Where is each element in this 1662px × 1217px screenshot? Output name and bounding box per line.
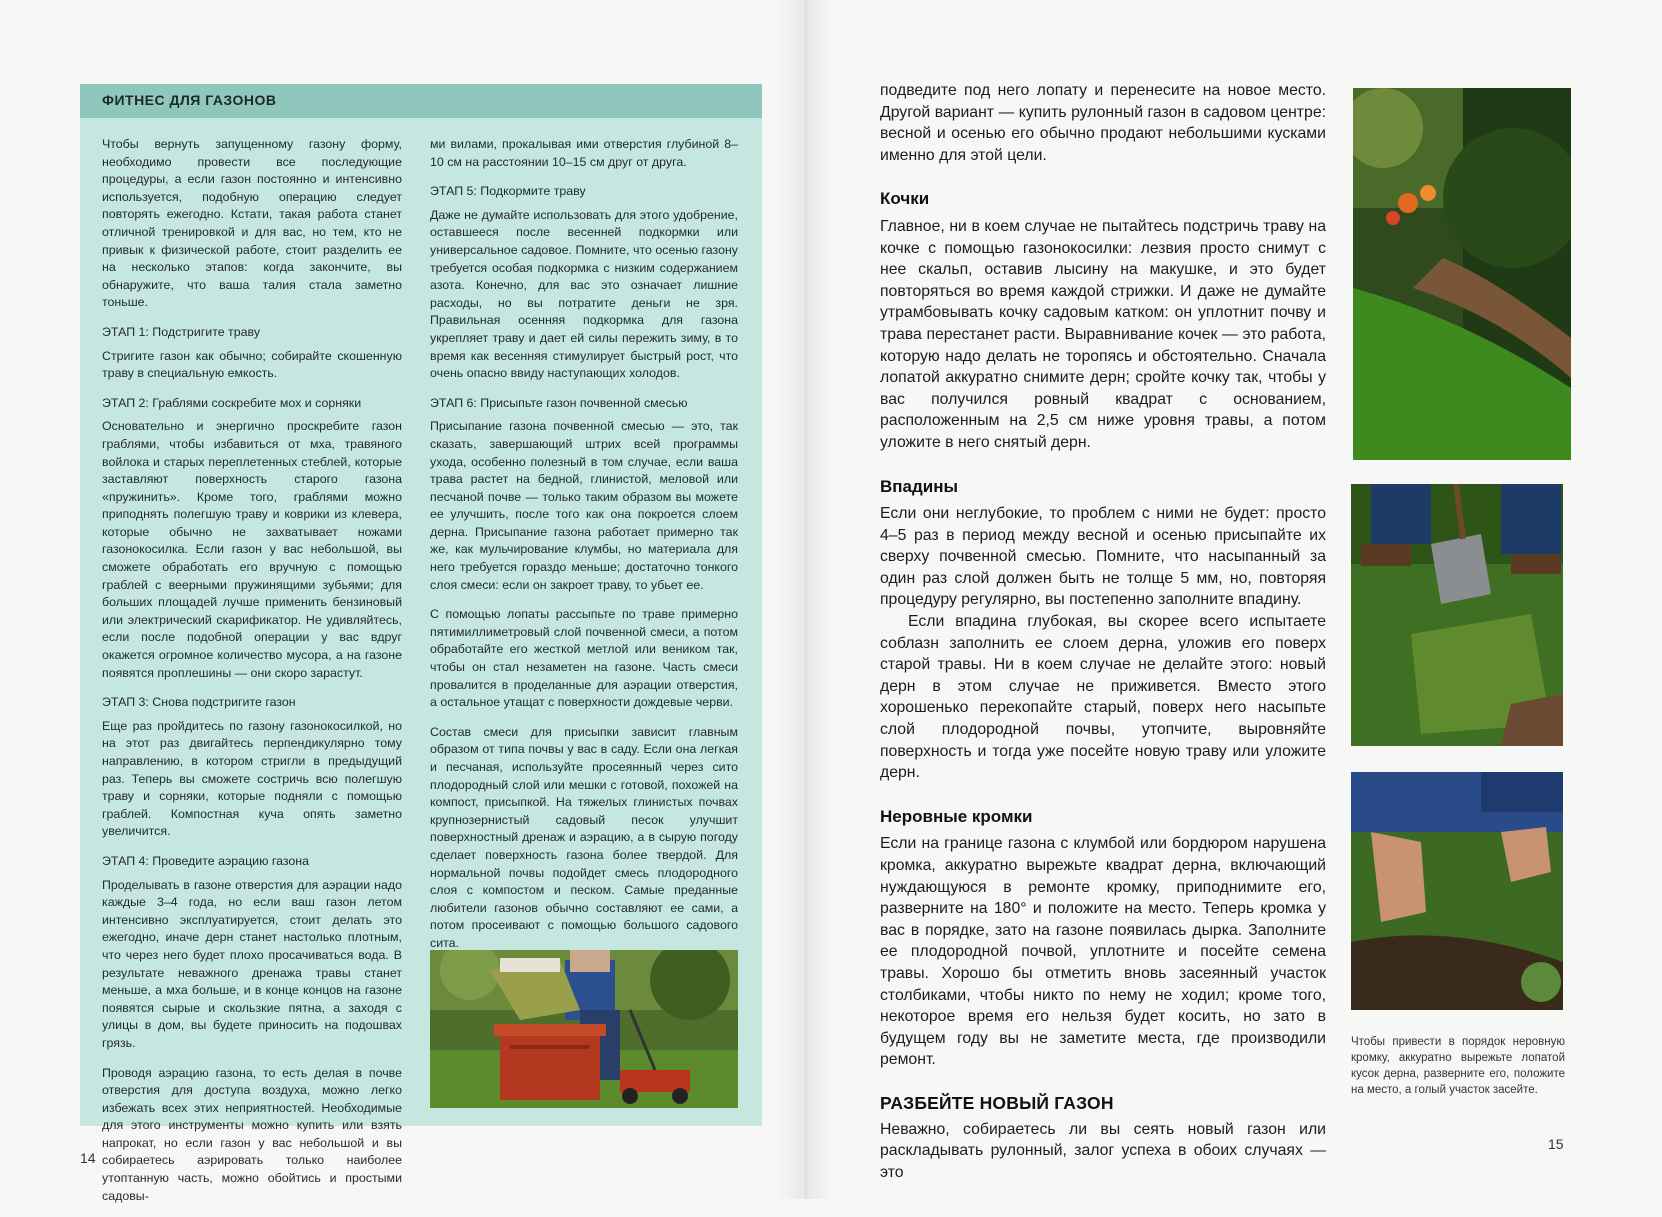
- intro-paragraph-right: подведите под него лопату и перенесите на новое место. Другой вариант — купить рулонный газон в садовом центре: весной и осенью его обычно продают небольшими кусками именно для этой цели.: [880, 82, 1326, 164]
- book-gutter: [776, 0, 836, 1199]
- heading-vpadiny: Впадины: [880, 476, 959, 496]
- stage-1-title: ЭТАП 1: Подстригите траву: [102, 324, 261, 339]
- stage-2-title: ЭТАП 2: Граблями соскребите мох и сорняки: [102, 395, 362, 410]
- intro-paragraph: Чтобы вернуть запущенному газону форму, необходимо провести все последующие процедуры, а если газон постоянно и интенсивно используется, подобную операцию следует повторять ежегодно. Кстати, такая работа станет отличной тренировкой и для вас, но тем, кто не привык к физической работе, стоит разделить ее на несколько этапов: когда закончите, вы обнаружите, что ваша талия стала заметно тоньше.: [102, 137, 402, 310]
- right-page-text: [880, 80, 1326, 1183]
- stage-3-title: ЭТАП 3: Снова подстригите газон: [102, 695, 296, 710]
- stage-2-text: Основательно и энергично прoскребите газон граблями, чтобы избавиться от мха, травяного войлока и старых переплетенных стеблей, которые заставляют поверхность старого газона «пружинить». Кроме того, граблями можно приподнять полегшую траву и коврики из клевера, которые обычно не захватывает ножами газонокосилка. Если газон у вас небольшой, вы сможете обработать его вручную с помощью граблей с веерными пружинящими зубьями; для больших площадей лучше применить бензиновый или электрический скарификатор. Не удивляйтесь, если после подобной операции у вас вдруг окажется огромное количество мусора, а на газоне появятся проплешины — они скоро зарастут.: [102, 419, 402, 680]
- stage-1-text: Стригите газон как обычно; собирайте скошенную траву в специальную емкость.: [102, 348, 402, 381]
- heading-kochki: Кочки: [880, 189, 930, 209]
- stage-6-text-2: С помощью лопаты рассыпьте по траве примерно пятимиллиметровый слой почвенной смеси, а потом обработайте его жесткой метлой или веником так, чтобы он стал незаметен на газоне. Часть смеси провалится в проделанные для аэрации отверстия, а остальное утащат с поверхности дождевые черви.: [430, 607, 738, 710]
- heading-kromki: Неровные кромки: [880, 806, 1033, 826]
- kochki-paragraph: Главное, ни в коем случае не пытайтесь подстричь траву на кочке с помощью газонокосилки: лезвия просто снимут с нее скальп, оставив лысину на макушке, и это будет повторяться во время каждой стрижки. И даже не думайте утрамбовывать кочку садовым катком: он уплотнит почву и трава перестанет расти. Выравнивание кочек — это работа, которую надо делать не торопясь и обстоятельно. Сначала лопатой аккуратно снимите дерн; сройте кочку так, чтобы у вас получился ровный квадрат с основанием, расположенным на 2,5 см ниже уровня травы, а потом уложите в него снятый дерн.: [880, 217, 1326, 451]
- left-column-1: [102, 136, 402, 1217]
- continued-paragraph: ми вилами, прокалывая ими отверстия глубиной 8–10 см на расстоянии 10–15 см друг от друга.: [430, 137, 738, 169]
- stage-6-title: ЭТАП 6: Присыпьте газон почвенной смесью: [430, 395, 688, 410]
- heading-new-lawn: РАЗБЕЙТЕ НОВЫЙ ГАЗОН: [880, 1092, 1114, 1113]
- vpadiny-paragraph-2: Если впадина глубокая, вы скорее всего испытаете соблазн заполнить ее слоем дерна, уложив его поверх старой травы. Ни в коем случае не делайте этого: новый дерн в этом случае не приживется. Вместо этого хорошенько перекопайте старый, поверх него насыпьте слой плодородной почвы, утопчите, выровняйте поверхность и тогда уже посейте новую траву или уложите дерн.: [880, 613, 1326, 782]
- photo-garden-border: [1353, 88, 1571, 460]
- photo-gardener-compost-bin: [430, 950, 738, 1108]
- kromki-paragraph: Если на границе газона с клумбой или бордюром нарушена кромка, аккуратно вырежьте квадрат дерна, включающий нуждающуюся в ремонте кромку, приподнимите его, разверните на 180° и положите на место. Теперь кромка у вас в порядке, зато на газоне появилась дырка. Заполните ее плодородной почвой, уплотните и посейте семена травы. Хорошо бы отметить вновь засеянный участок столбиками, чтобы никто по нему не ходил; кроме того, некоторое время его нельзя будет косить, но зато в будущем году вы не заметите места, где производили ремонт.: [880, 835, 1326, 1069]
- photo-caption: Чтобы привести в порядок неровную кромку, аккуратно вырежьте лопатой кусок дерна, разверните его, положите на место, а голый участок засейте.: [1351, 1036, 1565, 1096]
- stage-5-text: Даже не думайте использовать для этого удобрение, оставшееся после весенней подкормки или универсальное садовое. Помните, что осенью газону требуется особая подкормка с низким содержанием азота. Конечно, для вас это означает лишние расходы, но вы потратите деньги не зря. Правильная осенняя подкормка для газона укрепляет траву и дает ей силы пережить зиму, в то время как весенняя стимулирует быстрый рост, что очень опасно ввиду наступающих холодов.: [430, 207, 738, 381]
- stage-4-title: ЭТАП 4: Проведите аэрацию газона: [102, 853, 309, 868]
- stage-4-text: Проделывать в газоне отверстия для аэрации надо каждые 3–4 года, но если ваш газон летом интенсивно эксплуатируется, стоит делать это ежегодно, иначе дерн станет настолько плотным, что через него будет плохо просачиваться вода. В результате неважного дренажа травы станет меньше, а мха больше, и в конце концов на газоне появятся сырые и скользкие пятна, а заходя с улицы в дом, вы будете приносить на подошвах грязь.: [102, 877, 402, 1050]
- page-number-left: 14: [80, 1150, 96, 1166]
- stage-6-text: Присыпание газона почвенной смесью — это, так сказать, завершающий штрих всей программы ухода, особенно полезный в том случае, если ваша трава растет на бедной, глинистой, меловой или песчаной почве — только таким образом вы можете ее улучшить, после того как она покроется слоем дерна. Присыпание газона работает примерно так же, как мульчирование клумбы, но материала для него требуется гораздо меньше; достаточно тонкого слоя смеси: если он закроет траву, то убьет ее.: [430, 419, 738, 592]
- vpadiny-paragraph: Если они неглубокие, то проблем с ними не будет: просто 4–5 раз в период между весной и осенью присыпайте их сверху почвенной смесью. Помните, что насыпанный за один раз слой должен быть не толще 5 мм, но, повторяя процедуру регулярно, вы постепенно заполните впадину.: [880, 505, 1326, 609]
- page-number-right: 15: [1548, 1136, 1564, 1152]
- left-column-2: [430, 136, 738, 965]
- stage-3-text: Еще раз пройдитесь по газону газонокосилкой, но на этот раз двигайтесь перпендикулярно тому направлению, в котором стригли в предыдущий раз. Теперь вы сможете состричь всю полегшую траву и сорняки, которые подняли с помощью граблей. Компостная куча опять заметно увеличится.: [102, 718, 402, 839]
- photo-hands-on-turf: [1351, 772, 1563, 1010]
- section-title: ФИТНЕС ДЛЯ ГАЗОНОВ: [102, 92, 277, 108]
- stage-4-text-2: Проводя аэрацию газона, то есть делая в почве отверстия для доступа воздуха, можно легко избежать всех этих неприятностей. Необходимые для этого инструменты можно купить или взять напрокат, но если газон у вас небольшой и вы собираетесь аэрировать только наиболее утоптанную часть, можно обойтись и простыми садовы-: [102, 1065, 402, 1203]
- section-header-band: [80, 84, 762, 118]
- stage-6-text-3: Состав смеси для присыпки зависит главным образом от типа почвы у вас в саду. Если она легкая и песчаная, используйте просеянный через сито плодородный слой или мешки с готовой, похожей на компост, присыпкой. На тяжелых глинистых почвах крупнозернистый садовый песок улучшит поверхностный дренаж и аэрацию, а в сырую погоду сделает поверхность газона более твердой. Для нормальной почвы подойдет смесь плодородного слоя с компостом и песком. Самые преданные любители газонов обычно составляют ее сами, а потом просеивают с помощью большого садового сита.: [430, 724, 738, 950]
- new-lawn-paragraph: Неважно, собираетесь ли вы сеять новый газон или раскладывать рулонный, залог успеха в обоих случаях — это: [880, 1120, 1326, 1181]
- photo-spade-turf: [1351, 484, 1563, 746]
- stage-5-title: ЭТАП 5: Подкормите траву: [430, 184, 586, 199]
